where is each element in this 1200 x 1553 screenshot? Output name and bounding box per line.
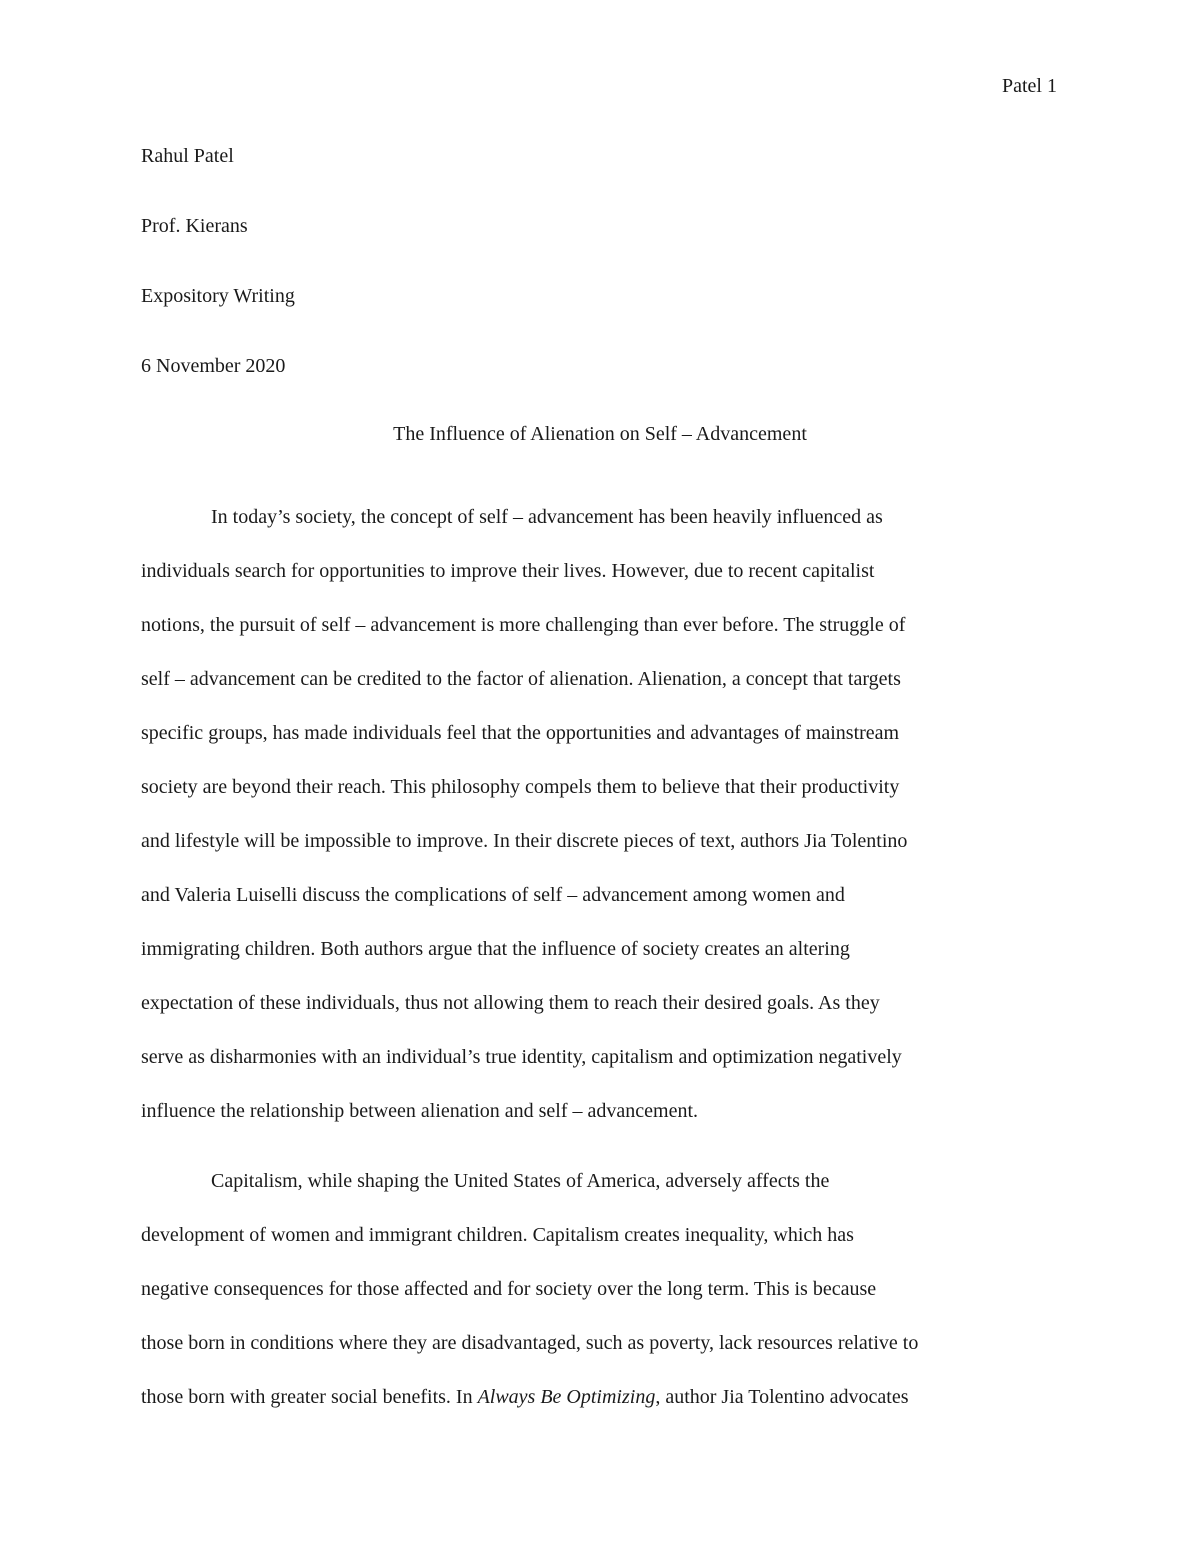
paragraph-line: those born in conditions where they are disadvantaged, such as poverty, lack resources relative to [141,1332,919,1354]
student-name: Rahul Patel [141,145,234,167]
paragraph-line-with-italic-title [141,1370,1059,1424]
paragraph-line: negative consequences for those affected and for society over the long term. This is because [141,1278,877,1300]
paragraph-line: serve as disharmonies with an individual’s true identity, capitalism and optimization negatively [141,1046,902,1068]
paragraph-line: influence the relationship between alienation and self – advancement. [141,1100,699,1122]
page-number-label: Patel 1 [1002,75,1057,97]
paragraph-1 [141,490,1059,1138]
paragraph-line: In today’s society, the concept of self – advancement has been heavily influenced as [211,506,883,528]
paragraph-line: society are beyond their reach. This philosophy compels them to believe that their productivity [141,776,900,798]
course-name: Expository Writing [141,285,295,307]
line-text-before: those born with greater social benefits. In [141,1386,478,1408]
essay-title: The Influence of Alienation on Self – Advancement [393,423,807,445]
line-text-after: , author Jia Tolentino advocates [655,1386,909,1408]
mla-heading [141,142,1059,422]
paragraph-line: individuals search for opportunities to improve their lives. However, due to recent capitalist [141,560,875,582]
paragraph-line: development of women and immigrant children. Capitalism creates inequality, which has [141,1224,854,1246]
paragraph-line: and lifestyle will be impossible to improve. In their discrete pieces of text, authors Jia Tolentino [141,830,908,852]
paragraph-line: immigrating children. Both authors argue that the influence of society creates an altering [141,938,850,960]
paragraph-line: expectation of these individuals, thus not allowing them to reach their desired goals. As they [141,992,880,1014]
paragraph-line: self – advancement can be credited to the factor of alienation. Alienation, a concept that targets [141,668,901,690]
professor-name: Prof. Kierans [141,215,248,237]
paragraph-line: and Valeria Luiselli discuss the complications of self – advancement among women and [141,884,845,906]
italic-work-title: Always Be Optimizing [477,1386,656,1408]
paragraph-line: notions, the pursuit of self – advancement is more challenging than ever before. The struggle of [141,614,906,636]
paragraph-2 [141,1154,1059,1424]
paragraph-line: specific groups, has made individuals feel that the opportunities and advantages of mainstream [141,722,900,744]
essay-body [141,490,1059,1424]
essay-date: 6 November 2020 [141,355,286,377]
page-header [1002,72,1057,100]
paragraph-line: Capitalism, while shaping the United States of America, adversely affects the [211,1170,830,1192]
